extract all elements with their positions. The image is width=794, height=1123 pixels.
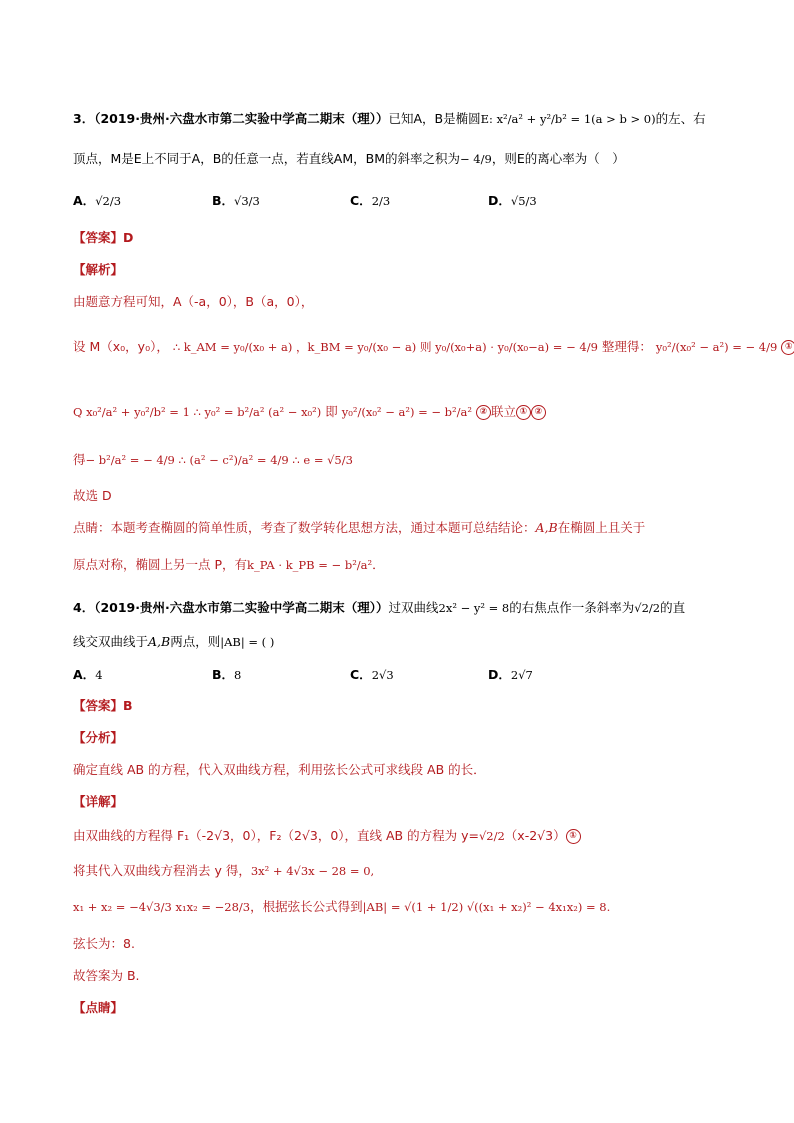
circled-1-mark: ① [781, 340, 794, 355]
q4-option-d: D．2√7 [488, 667, 533, 682]
q3-note-line2: 原点对称，椭圆上另一点 P，有k_PA · k_PB = − b²/a²． [73, 557, 385, 572]
q4-fenxi-text: 确定直线 AB 的方程，代入双曲线方程，利用弦长公式可求线段 AB 的长． [73, 762, 486, 777]
q4-stem-line1: 4．（2019·贵州·六盘水市第二实验中学高二期末（理））过双曲线2x² − y² = 8的右焦点作一条斜率为√2/2的直 [73, 600, 686, 615]
q3-analysis-line3: Q x₀²/a² + y₀²/b² = 1 ∴ y₀² = b²/a² (a² − x₀²) 即 y₀²/(x₀² − a²) = − b²/a² ② 联立 ① ② [73, 403, 546, 421]
q4-answer-tag: 【答案】 [73, 698, 124, 713]
circled-2-mark: ② [476, 405, 491, 420]
q3-slope-formula: ∴ k_AM = y₀/(x₀ + a) ，k_BM = y₀/(x₀ − a) 则 y₀/(x₀+a) · y₀/(x₀−a) = − 4/9 [172, 340, 598, 354]
q3-ellipse-equation: E: x²/a² + y²/b² = 1(a > b > 0) [480, 112, 656, 126]
q4-detail-line4: 弦长为：8. [73, 936, 135, 951]
q4-option-a: A．4 [73, 667, 103, 682]
q4-stem-line2: 线交双曲线于A,B两点，则|AB| = ( ) [73, 634, 275, 649]
q4-option-b: B．8 [212, 667, 242, 682]
q4-dianjing-tag: 【点睛】 [73, 1000, 124, 1015]
q4-detail-line2: 将其代入双曲线方程消去 y 得，3x² + 4√3x − 28 = 0, [73, 863, 375, 878]
q3-number: 3． [73, 111, 95, 126]
q3-option-b: B．√3/3 [212, 193, 260, 208]
q3-ellipse-substitution: Q x₀²/a² + y₀²/b² = 1 ∴ y₀² = b²/a² (a² − x₀²) [73, 405, 322, 419]
q4-detail-line5: 故答案为 B. [73, 968, 140, 983]
q4-detail-line1: 由双曲线的方程得 F₁（-2√3，0），F₂（2√3，0），直线 AB 的方程为 y=√2/2（x-2√3） ① [73, 827, 581, 845]
q3-slope-product: − 4/9 [460, 152, 492, 166]
q3-analysis-tag: 【解析】 [73, 262, 124, 277]
q3-answer-tag: 【答案】 [73, 230, 124, 245]
q4-chord-length: |AB| = √(1 + 1/2) √((x₁ + x₂)² − 4x₁x₂) = 8. [362, 900, 611, 914]
q3-answer [73, 229, 133, 247]
q3-eccentricity-derivation: − b²/a² = − 4/9 ∴ (a² − c²)/a² = 4/9 ∴ e = √5/3 [85, 453, 353, 467]
q3-option-c: C．2/3 [350, 193, 391, 208]
q3-analysis-line4: 得− b²/a² = − 4/9 ∴ (a² − c²)/a² = 4/9 ∴ e = √5/3 [73, 452, 353, 467]
q3-stem-text2: 顶点，M是E上不同于A，B的任意一点，若直线AM，BM的斜率之积为 [73, 151, 461, 166]
q3-answer-value: D [123, 230, 134, 245]
q3-stem-line1 [73, 110, 706, 128]
q3-analysis-line1: 由题意方程可知，A（-a，0），B（a，0）， [73, 294, 314, 309]
q3-eq1: y₀²/(x₀² − a²) = − 4/9 [655, 340, 778, 354]
q3-source: （2019·贵州·六盘水市第二实验中学高二期末（理）） [94, 111, 389, 126]
q3-stem-text-end: 的左、右 [655, 111, 706, 126]
q4-number: 4． [73, 600, 95, 615]
circled-1-mark-ref: ① [516, 405, 531, 420]
q3-stem-text2-end: ，则E的离心率为（ ） [491, 151, 625, 166]
q4-option-c: C．2√3 [350, 667, 394, 682]
q4-answer [73, 697, 133, 715]
q3-option-d: D．√5/3 [488, 193, 537, 208]
q4-vieta: x₁ + x₂ = −4√3/3 x₁x₂ = −28/3 [73, 900, 251, 914]
q4-quadratic: 3x² + 4√3x − 28 = 0, [250, 864, 375, 878]
q4-answer-value: B [123, 698, 133, 713]
q4-xiangjie-tag: 【详解】 [73, 794, 124, 809]
q3-stem-line2 [73, 150, 625, 168]
q4-slope: √2/2 [634, 601, 661, 615]
q3-eq2: y₀²/(x₀² − a²) = − b²/a² [341, 405, 472, 419]
q3-note-line1: 点睛：本题考查椭圆的简单性质，考查了数学转化思想方法，通过本题可总结结论：A,B在椭圆上且关于 [73, 520, 646, 535]
q3-option-a: A．√2/3 [73, 193, 122, 208]
q4-source: （2019·贵州·六盘水市第二实验中学高二期末（理）） [94, 600, 389, 615]
q3-note-formula: k_PA · k_PB = − b²/a² [247, 558, 373, 572]
q4-fenxi-tag: 【分析】 [73, 730, 124, 745]
q4-hyperbola-equation: 2x² − y² = 8 [438, 601, 510, 615]
circled-2-mark-ref: ② [531, 405, 546, 420]
q3-analysis-line2: 设 M（x₀，y₀）， ∴ k_AM = y₀/(x₀ + a) ，k_BM = y₀/(x₀ − a) 则 y₀/(x₀+a) · y₀/(x₀−a) = − 4/9 整理得： y₀²/(x₀² − a²) = − 4/9 ① [73, 338, 794, 356]
q3-conclusion: 故选 D [73, 488, 112, 503]
circled-1-mark-q4: ① [566, 829, 581, 844]
q4-detail-line3: x₁ + x₂ = −4√3/3 x₁x₂ = −28/3，根据弦长公式得到|AB| = √(1 + 1/2) √((x₁ + x₂)² − 4x₁x₂) = 8. [73, 899, 611, 914]
q3-stem-text: 已知A，B是椭圆 [388, 111, 481, 126]
